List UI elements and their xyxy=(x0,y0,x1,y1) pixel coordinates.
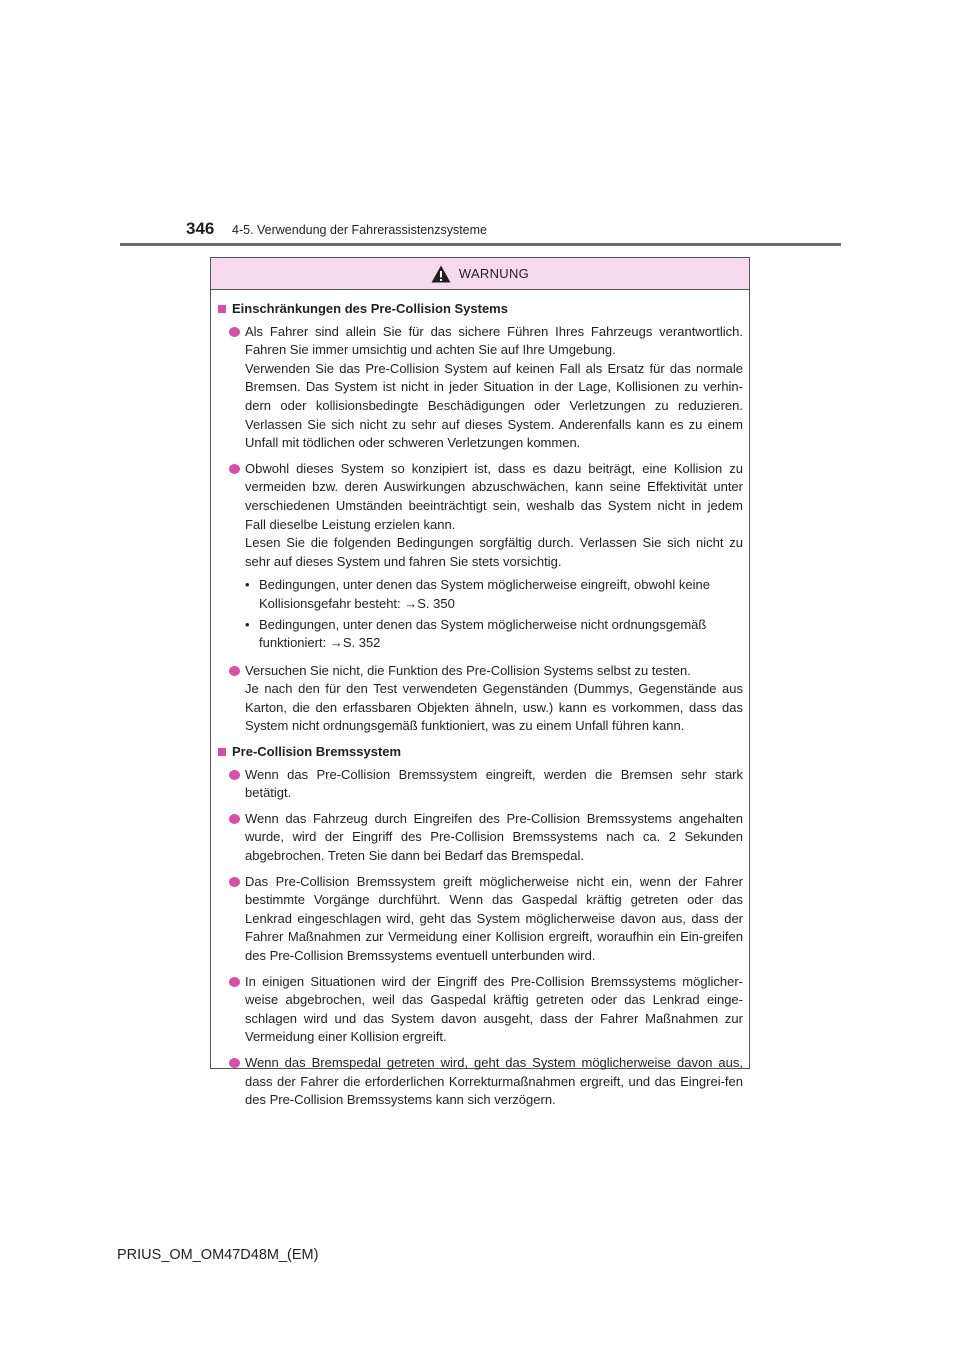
item-paragraph: Als Fahrer sind allein Sie für das sichere Führen Ihres Fahrzeugs verantwortlich. Fahren Sie immer umsichtig und achten Sie auf Ihre Umgebung. xyxy=(245,323,743,358)
item-paragraph: Versuchen Sie nicht, die Funktion des Pre-Collision Systems selbst zu testen. xyxy=(245,662,691,678)
warning-box xyxy=(210,257,750,1108)
warning-section xyxy=(218,300,743,736)
square-bullet-icon xyxy=(218,748,226,756)
item-paragraph: Das Pre-Collision Bremssystem greift möglicherweise nicht ein, wenn der Fahrer bestimmte Vorgänge durchführt. Wenn das Gaspedal kräftig getreten oder das Lenkrad eingeschlagen wird, geht das System möglicherweise davon aus, dass der Fahrer Maßnahmen zur Vermeidung einer Kollision ergreift, woraufhin ein Ein-greifen des Pre-Collision Bremssystems eventuell unterbunden wird. xyxy=(245,873,743,963)
list-item xyxy=(218,460,743,655)
circle-bullet-icon xyxy=(229,977,240,987)
item-paragraph: Wenn das Bremspedal getreten wird, geht das System möglicherweise davon aus, dass der Fahrer die erforderlichen Korrekturmaßnahmen ergreift, und das Eingrei-fen des Pre-Collision Bremssystems kann sich verzögern. xyxy=(245,1054,743,1108)
warning-title: WARNUNG xyxy=(458,266,530,281)
item-paragraph: Obwohl dieses System so konzipiert ist, dass es dazu beiträgt, eine Kollision zu vermeiden bzw. deren Auswirkungen abzuschwächen, kann seine Effektivität unter verschiedenen Umständen beeinträchtigt sein, weshalb das System nicht in jedem Fall dieselbe Leistung erzielen kann. xyxy=(245,460,743,532)
sub-item-text: Bedingungen, unter denen das System möglicherweise nicht ordnungsgemäß xyxy=(259,616,707,632)
list-item xyxy=(218,766,743,803)
warning-body xyxy=(211,290,749,1110)
section-heading xyxy=(218,300,743,319)
list-item xyxy=(218,973,743,1047)
circle-bullet-icon xyxy=(229,770,240,780)
section-heading xyxy=(218,743,743,762)
item-paragraph: Wenn das Pre-Collision Bremssystem eingreift, werden die Bremsen sehr stark betätigt. xyxy=(245,766,743,801)
page-number: 346 xyxy=(186,219,215,238)
section-heading-text: Einschränkungen des Pre-Collision Systems xyxy=(232,301,508,316)
circle-bullet-icon xyxy=(229,327,240,337)
section-heading-text: Pre-Collision Bremssystem xyxy=(232,744,402,760)
square-bullet-icon xyxy=(218,305,226,313)
warning-triangle-icon xyxy=(431,265,451,283)
warning-header xyxy=(211,258,749,290)
list-item xyxy=(218,873,743,966)
page-reference-link[interactable]: funktioniert: →S. 352 xyxy=(259,635,381,651)
circle-bullet-icon xyxy=(229,877,240,887)
header-rule xyxy=(120,243,841,246)
sub-list-item xyxy=(245,616,743,653)
circle-bullet-icon xyxy=(229,814,240,824)
circle-bullet-icon xyxy=(229,1058,240,1068)
warning-section xyxy=(218,743,743,1110)
page-reference-link[interactable]: Kollisionsgefahr besteht: →S. 350 xyxy=(259,595,455,611)
item-paragraph: Wenn das Fahrzeug durch Eingreifen des Pre-Collision Bremssystems angehalten wurde, wird der Eingriff des Pre-Collision Bremssystems nach ca. 2 Sekunden abgebrochen. Treten Sie dann bei Bedarf das Bremspedal. xyxy=(245,810,743,864)
sub-bullet: • xyxy=(245,616,250,632)
item-paragraph: Lesen Sie die folgenden Bedingungen sorgfältig durch. Verlassen Sie sich nicht zu sehr auf dieses System und fahren Sie stets vorsichtig. xyxy=(245,535,743,569)
sub-list xyxy=(245,576,743,652)
list-item xyxy=(218,1054,743,1110)
item-paragraph: In einigen Situationen wird der Eingriff des Pre-Collision Bremssystems möglicher-weise abgebrochen, weil das Gaspedal kräftig getreten oder das Lenkrad einge-schlagen wird und das System davon ausgeht, dass der Fahrer Maßnahmen zur Vermeidung einer Kollision ergreift. xyxy=(245,973,743,1045)
section-title: 4-5. Verwendung der Fahrerassistenzsysteme xyxy=(232,223,487,237)
circle-bullet-icon xyxy=(229,666,240,676)
list-item xyxy=(218,323,743,453)
sub-bullet: • xyxy=(245,577,250,593)
circle-bullet-icon xyxy=(229,464,240,474)
sub-item-text: Bedingungen, unter denen das System möglicherweise eingreift, obwohl keine xyxy=(259,577,710,593)
sub-list-item xyxy=(245,576,743,613)
item-paragraph: Je nach den für den Test verwendeten Gegenständen (Dummys, Gegenstände aus Karton, die den erfassbaren Objekten ähneln, usw.) kann es vorkommen, dass das System nicht ordnungsgemäß funktioniert, was zu einem Unfall führen kann. xyxy=(245,681,743,734)
document-id: PRIUS_OM_OM47D48M_(EM) xyxy=(117,1247,319,1263)
list-item xyxy=(218,810,743,866)
list-item xyxy=(218,662,743,736)
item-paragraph: Verwenden Sie das Pre-Collision System auf keinen Fall als Ersatz für das normale Bremsen. Das System ist nicht in jeder Situation in der Lage, Kollisionen zu verhin-dern oder kollisionsbedingte Beschädigungen oder Verletzungen zu reduzieren. Verlassen Sie sich nicht zu sehr auf dieses System. Anderenfalls kann es zu einem Unfall mit tödlichen oder schweren Verletzungen kommen. xyxy=(245,360,743,451)
